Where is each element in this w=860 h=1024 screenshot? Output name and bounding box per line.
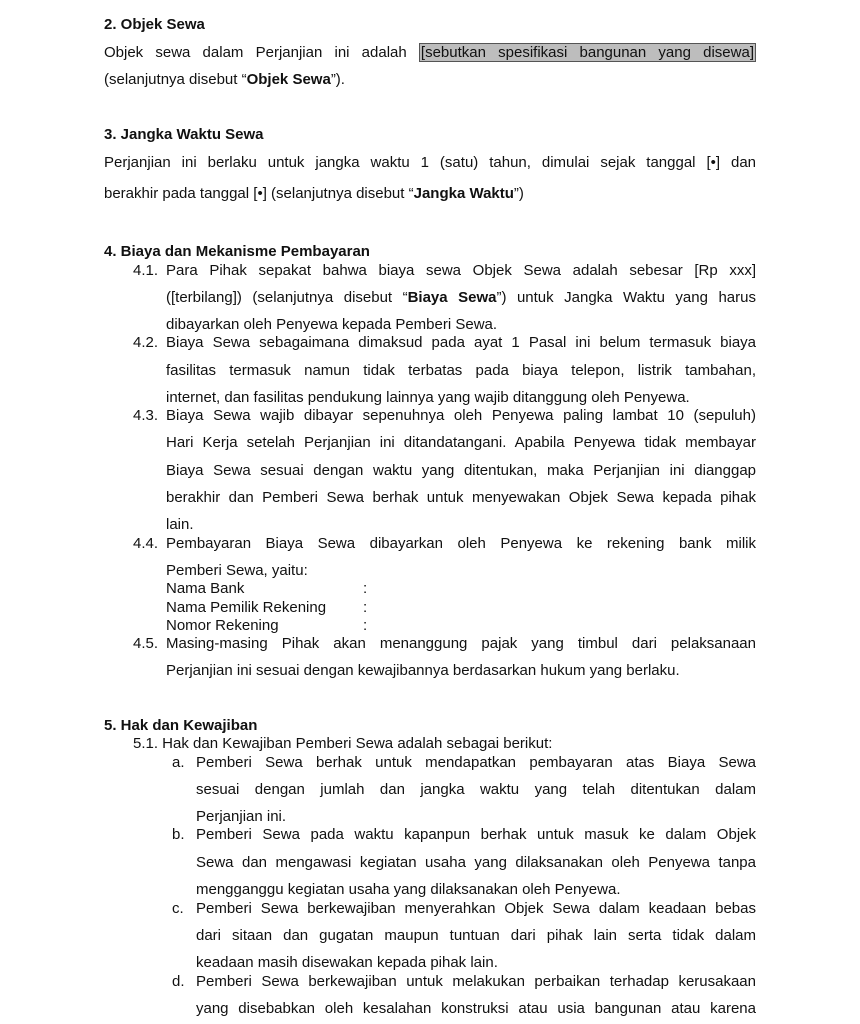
item-b-marker: b.	[172, 826, 185, 843]
clause-4-2-line-2: fasilitas termasuk namun tidak terbatas pada biaya telepon, listrik tambahan,	[166, 362, 756, 379]
clause-4-3-line-2: Hari Kerja setelah Perjanjian ini ditandatangani. Apabila Penyewa tidak membayar	[166, 434, 756, 451]
text: (selanjutnya disebut “	[104, 71, 247, 88]
section-3-line-1: Perjanjian ini berlaku untuk jangka waktu 1 (satu) tahun, dimulai sejak tanggal [•] dan	[104, 154, 756, 171]
bank-owner-label: Nama Pemilik Rekening	[166, 599, 327, 616]
item-a-line-2: sesuai dengan jumlah dan jangka waktu yang telah ditentukan dalam	[196, 781, 756, 798]
item-a-marker: a.	[172, 754, 185, 771]
clause-4-5-line-2: Perjanjian ini sesuai dengan kewajibannya berdasarkan hukum yang berlaku.	[166, 662, 680, 679]
defined-term: Biaya Sewa	[407, 289, 497, 306]
clause-4-3-line-4: berakhir dan Pemberi Sewa berhak untuk menyewakan Objek Sewa kepada pihak	[166, 489, 756, 506]
highlighted-placeholder: [sebutkan spesifikasi bangunan yang disewa]	[420, 44, 754, 61]
item-d-marker: d.	[172, 973, 185, 990]
clause-4-1-line-3: dibayarkan oleh Penyewa kepada Pemberi Sewa.	[166, 316, 498, 333]
clause-4-4-number: 4.4.	[133, 535, 159, 552]
defined-term: Objek Sewa	[246, 71, 331, 88]
item-b-line-3: mengganggu kegiatan usaha yang dilaksanakan oleh Penyewa.	[196, 881, 621, 898]
bank-owner-colon: :	[363, 599, 368, 616]
item-b-line-1: Pemberi Sewa pada waktu kapanpun berhak untuk masuk ke dalam Objek	[196, 826, 756, 843]
clause-4-1-number: 4.1.	[133, 262, 159, 279]
text: ”) untuk Jangka Waktu yang harus	[496, 289, 756, 306]
section-2-line-1	[104, 44, 756, 62]
clause-4-5-number: 4.5.	[133, 635, 159, 652]
item-c-line-2: dari sitaan dan gugatan maupun tuntuan dari pihak lain serta tidak dalam	[196, 927, 756, 944]
clause-4-2-line-1: Biaya Sewa sebagaimana dimaksud pada ayat 1 Pasal ini belum termasuk biaya	[166, 334, 756, 351]
clause-4-1-line-1: Para Pihak sepakat bahwa biaya sewa Objek Sewa adalah sebesar [Rp xxx]	[166, 262, 756, 279]
section-2-line-2	[104, 71, 345, 89]
item-c-line-3: keadaan masih disewakan kepada pihak lain.	[196, 954, 498, 971]
text: ([terbilang]) (selanjutnya disebut “	[166, 289, 408, 306]
item-a-line-1: Pemberi Sewa berhak untuk mendapatkan pembayaran atas Biaya Sewa	[196, 754, 756, 771]
defined-term: Jangka Waktu	[413, 185, 514, 202]
text: ”)	[513, 185, 524, 202]
clause-4-4-line-2: Pemberi Sewa, yaitu:	[166, 562, 308, 579]
item-b-line-2: Sewa dan mengawasi kegiatan usaha yang dilaksanakan oleh Penyewa tanpa	[196, 854, 756, 871]
text: Objek sewa dalam Perjanjian ini adalah	[104, 44, 407, 61]
clause-4-3-line-1: Biaya Sewa wajib dibayar sepenuhnya oleh Penyewa paling lambat 10 (sepuluh)	[166, 407, 756, 424]
item-d-line-1: Pemberi Sewa berkewajiban untuk melakukan perbaikan terhadap kerusakaan	[196, 973, 756, 990]
bank-name-colon: :	[363, 580, 368, 597]
bank-number-label: Nomor Rekening	[166, 617, 279, 634]
clause-4-2-line-3: internet, dan fasilitas pendukung lainnya yang wajib ditanggung oleh Penyewa.	[166, 389, 690, 406]
clause-4-4-line-1: Pembayaran Biaya Sewa dibayarkan oleh Penyewa ke rekening bank milik	[166, 535, 756, 552]
clause-4-2-number: 4.2.	[133, 334, 159, 351]
clause-4-1-line-2	[166, 289, 756, 307]
text: berakhir pada tanggal [•] (selanjutnya disebut “	[104, 185, 414, 202]
bank-number-colon: :	[363, 617, 368, 634]
section-3-line-2	[104, 185, 524, 203]
section-3-heading: 3. Jangka Waktu Sewa	[104, 126, 264, 143]
section-4-heading: 4. Biaya dan Mekanisme Pembayaran	[104, 243, 370, 260]
item-a-line-3: Perjanjian ini.	[196, 808, 287, 825]
item-d-line-2: yang disebabkan oleh kesalahan konstruksi atau usia bangunan atau karena	[196, 1000, 756, 1017]
clause-4-3-line-3: Biaya Sewa sesuai dengan waktu yang ditentukan, maka Perjanjian ini dianggap	[166, 462, 756, 479]
bank-name-label: Nama Bank	[166, 580, 245, 597]
section-5-heading: 5. Hak dan Kewajiban	[104, 717, 258, 734]
text: ”).	[330, 71, 345, 88]
section-2-heading: 2. Objek Sewa	[104, 16, 205, 33]
item-c-line-1: Pemberi Sewa berkewajiban menyerahkan Objek Sewa dalam keadaan bebas	[196, 900, 756, 917]
clause-4-5-line-1: Masing-masing Pihak akan menanggung pajak yang timbul dari pelaksanaan	[166, 635, 756, 652]
clause-4-3-line-5: lain.	[166, 516, 194, 533]
clause-5-1: 5.1. Hak dan Kewajiban Pemberi Sewa adalah sebagai berikut:	[133, 735, 553, 752]
clause-4-3-number: 4.3.	[133, 407, 159, 424]
item-c-marker: c.	[172, 900, 184, 917]
